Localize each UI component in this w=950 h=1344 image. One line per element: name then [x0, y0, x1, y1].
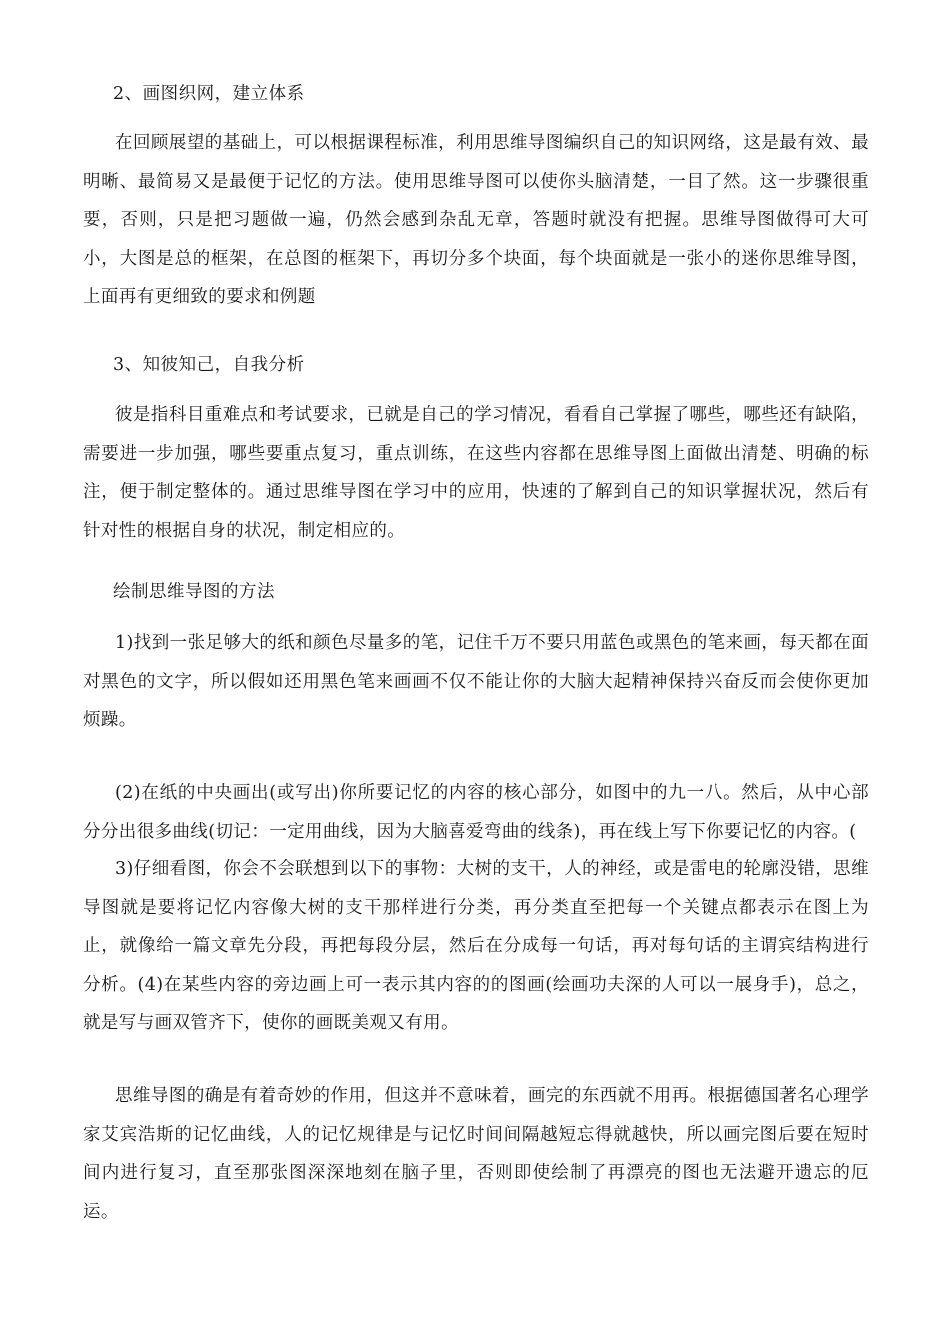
- section-heading-2: 2、画图织网，建立体系: [113, 84, 305, 104]
- section-heading-method: 绘制思维导图的方法: [113, 582, 275, 602]
- paragraph-step-1: 1)找到一张足够大的纸和颜色尽量多的笔，记住千万不要只用蓝色或黑色的笔来画，每天都在面对黑色的文字，所以假如还用黑色笔来画画不仅不能让你的大脑大起精神保持兴奋反而会使你更加烦躁。: [83, 633, 869, 730]
- paragraph-self-analysis: 彼是指科目重难点和考试要求，已就是自己的学习情况，看看自己掌握了哪些，哪些还有缺陷，需要进一步加强，哪些要重点复习，重点训练，在这些内容都在思维导图上面做出清楚、明确的标注，便于制定整体的。通过思维导图在学习中的应用，快速的了解到自己的知识掌握状况，然后有针对性的根据自身的状况，制定相应的。: [83, 405, 869, 541]
- paragraph-step-3-4: 3)仔细看图，你会不会联想到以下的事物：大树的支干，人的神经，或是雷电的轮廓没错，思维导图就是要将记忆内容像大树的支干那样进行分类，再分类直至把每一个关键点都表示在图上为止，就像给一篇文章先分段，再把每段分层，然后在分成每一句话，再对每句话的主谓宾结构进行分析。(4)在某些内容的旁边画上可一表示其内容的的图画(绘画功夫深的人可以一展身手)，总之，就是写与画双管齐下，使你的画既美观又有用。: [83, 859, 869, 1033]
- paragraph-mind-map-network: 在回顾展望的基础上，可以根据课程标准，利用思维导图编织自己的知识网络，这是最有效、最明晰、最简易又是最便于记忆的方法。使用思维导图可以使你头脑清楚，一目了然。这一步骤很重要，否则，只是把习题做一遍，仍然会感到杂乱无章，答题时就没有把握。思维导图做得可大可小，大图是总的框架，在总图的框架下，再切分多个块面，每个块面就是一张小的迷你思维导图，上面再有更细致的要求和例题: [83, 133, 869, 307]
- section-heading-3: 3、知彼知己，自我分析: [113, 355, 305, 375]
- paragraph-review: 思维导图的确是有着奇妙的作用，但这并不意味着，画完的东西就不用再。根据德国著名心理学家艾宾浩斯的记忆曲线，人的记忆规律是与记忆时间间隔越短忘得就越快，所以画完图后要在短时间内进行复习，直至那张图深深地刻在脑子里，否则即使绘制了再漂亮的图也无法避开遗忘的厄运。: [83, 1086, 869, 1222]
- paragraph-step-2: (2)在纸的中央画出(或写出)你所要记忆的内容的核心部分，如图中的九一八。然后，从中心部分分出很多曲线(切记：一定用曲线，因为大脑喜爱弯曲的线条)，再在线上写下你要记忆的内容。(: [83, 783, 869, 842]
